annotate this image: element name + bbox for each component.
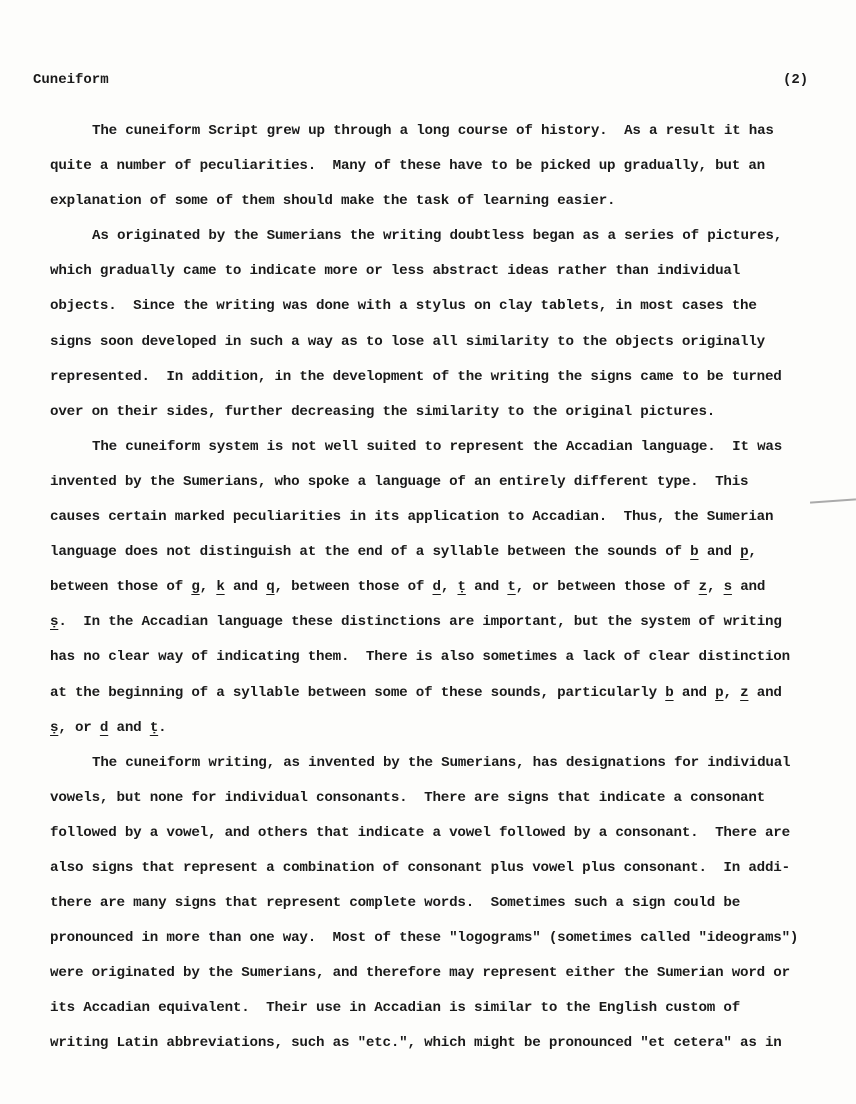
underlined-letter: k xyxy=(216,579,225,596)
underlined-letter: b xyxy=(690,544,699,561)
text-segment: and xyxy=(698,544,741,561)
text-line xyxy=(50,1030,810,1065)
text-line xyxy=(50,153,810,188)
text-segment: writing Latin abbreviations, such as "etc.", which might be pronounced "et cetera" as in xyxy=(50,1035,782,1052)
text-segment: which gradually came to indicate more or less abstract ideas rather than individual xyxy=(50,263,741,280)
text-segment: between those of xyxy=(50,579,192,596)
text-segment: signs soon developed in such a way as to lose all similarity to the objects originally xyxy=(50,333,765,350)
text-line xyxy=(50,504,810,539)
text-segment: followed by a vowel, and others that indicate a vowel followed by a consonant. There are xyxy=(50,824,790,841)
text-segment: and xyxy=(465,579,508,596)
paragraph-first-line xyxy=(50,750,810,785)
text-line xyxy=(50,609,810,644)
paragraph-first-line xyxy=(50,223,810,258)
text-line xyxy=(50,890,810,925)
text-segment: , xyxy=(748,544,757,561)
underlined-letter: p xyxy=(740,544,749,561)
text-line xyxy=(50,364,810,399)
text-segment: , or xyxy=(58,719,100,736)
document-body xyxy=(50,118,810,1066)
underlined-letter: z xyxy=(698,579,707,596)
text-line xyxy=(50,715,810,750)
text-segment: The cuneiform Script grew up through a long course of history. As a result it has xyxy=(92,123,774,139)
text-segment: represented. In addition, in the development of the writing the signs came to be turned xyxy=(50,368,782,385)
text-segment: , xyxy=(706,579,724,596)
text-line xyxy=(50,785,810,820)
text-segment: , or between those of xyxy=(515,579,699,596)
underlined-letter: z xyxy=(740,684,749,701)
underlined-letter: s xyxy=(723,579,732,596)
underlined-letter: ṣ xyxy=(50,614,59,631)
text-segment: language does not distinguish at the end of a syllable between the sounds of xyxy=(50,544,691,561)
text-line xyxy=(50,820,810,855)
underlined-letter: g xyxy=(191,579,200,596)
text-line xyxy=(50,469,810,504)
text-segment: quite a number of peculiarities. Many of these have to be picked up gradually, but an xyxy=(50,158,765,175)
text-segment: its Accadian equivalent. Their use in Accadian is similar to the English custom of xyxy=(50,1000,741,1017)
text-line xyxy=(50,644,810,679)
text-segment: . xyxy=(158,719,167,736)
underlined-letter: ṣ xyxy=(50,719,59,736)
text-segment: over on their sides, further decreasing the similarity to the original pictures. xyxy=(50,403,716,420)
text-segment: , xyxy=(440,579,458,596)
text-line xyxy=(50,855,810,890)
text-segment: there are many signs that represent complete words. Sometimes such a sign could be xyxy=(50,895,741,912)
text-segment: vowels, but none for individual consonants. There are signs that indicate a consonant xyxy=(50,789,765,806)
text-segment: and xyxy=(731,579,766,596)
text-segment: pronounced in more than one way. Most of these "logograms" (sometimes called "ideograms") xyxy=(50,930,799,947)
text-line xyxy=(50,574,810,609)
text-segment: The cuneiform system is not well suited to represent the Accadian language. It was xyxy=(92,438,783,455)
text-segment: at the beginning of a syllable between some of these sounds, particularly xyxy=(50,684,666,701)
text-segment: and xyxy=(673,684,716,701)
text-segment: As originated by the Sumerians the writing doubtless began as a series of pictures, xyxy=(92,228,783,245)
text-segment: objects. Since the writing was done with a stylus on clay tablets, in most cases the xyxy=(50,298,757,315)
underlined-letter: ṭ xyxy=(457,579,466,596)
text-segment: and xyxy=(224,579,267,596)
text-line xyxy=(50,539,810,574)
page-number: (2) xyxy=(783,72,809,88)
text-line xyxy=(50,293,810,328)
text-segment: causes certain marked peculiarities in its application to Accadian. Thus, the Sumerian xyxy=(50,509,774,526)
text-segment: were originated by the Sumerians, and therefore may represent either the Sumerian word or xyxy=(50,965,790,982)
underlined-letter: p xyxy=(715,684,724,701)
text-segment: . In the Accadian language these distinctions are important, but the system of writing xyxy=(58,614,782,631)
text-segment: , between those of xyxy=(274,579,433,596)
text-segment: invented by the Sumerians, who spoke a language of an entirely different type. This xyxy=(50,473,749,490)
page-header-title: Cuneiform xyxy=(33,72,109,88)
text-segment: also signs that represent a combination of consonant plus vowel plus consonant. In addi- xyxy=(50,859,790,876)
text-line xyxy=(50,925,810,960)
text-line xyxy=(50,329,810,364)
underlined-letter: t xyxy=(507,579,516,596)
scan-artifact-mark xyxy=(810,498,856,503)
text-segment: , xyxy=(199,579,217,596)
underlined-letter: b xyxy=(665,684,674,701)
text-segment: has no clear way of indicating them. There is also sometimes a lack of clear distinction xyxy=(50,649,790,666)
paragraph-first-line xyxy=(50,118,810,153)
text-segment: and xyxy=(108,719,150,736)
underlined-letter: q xyxy=(266,579,275,596)
text-line xyxy=(50,995,810,1030)
text-segment: , xyxy=(723,684,741,701)
text-line xyxy=(50,258,810,293)
underlined-letter: d xyxy=(99,719,109,736)
text-line xyxy=(50,188,810,223)
text-segment: and xyxy=(748,684,782,701)
underlined-letter: ṭ xyxy=(149,719,159,736)
text-segment: explanation of some of them should make the task of learning easier. xyxy=(50,193,616,210)
paragraph-first-line xyxy=(50,434,810,469)
text-line xyxy=(50,680,810,715)
text-line xyxy=(50,399,810,434)
underlined-letter: d xyxy=(432,579,441,596)
text-segment: The cuneiform writing, as invented by the Sumerians, has designations for individual xyxy=(92,754,791,771)
text-line xyxy=(50,960,810,995)
